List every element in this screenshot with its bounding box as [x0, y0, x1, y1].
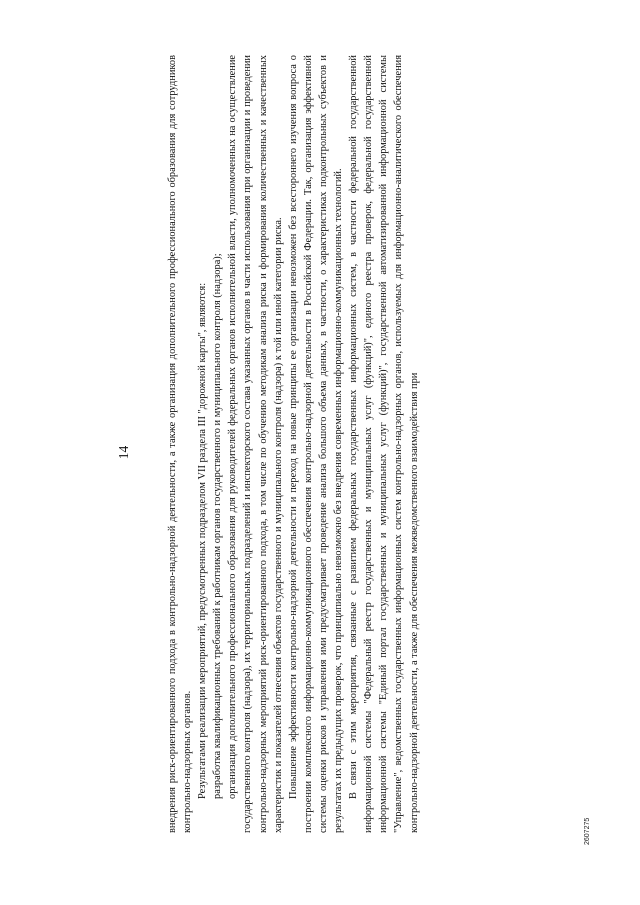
paragraph-efficiency: Повышение эффективности контрольно-надзорной деятельности и переход на новые принципы ее организации невозможен без всестороннего изучения вопроса о построении комплексного информационно-коммуникационного обеспечения контрольно-надзорной деятельности в Российской Федерации. Так, организация эффективной системы оценки рисков и управления ими предусматривает проведение анализа большого объема данных, в частности, о характеристиках подконтрольных субъектов и результатах их предыдущих проверок, что принципиально невозможно без внедрения современных информационно-коммуникационных технологий.: [287, 55, 345, 833]
document-id: 2607275: [584, 817, 591, 845]
paragraph-qualification-requirements: разработка квалификационных требований к работникам органов государственного и муниципального контроля (надзора);: [212, 253, 224, 799]
paragraph-information-systems: В связи с этим мероприятия, связанные с развитием федеральных государственных информационных систем, в частности федеральной государственной информационной системы "Федеральный реестр государственных и муниципальных услуг (функций)", единого реестра проверок, федеральной государственной информационной системы "Единый портал государственных и муниципальных услуг (функций)", государственной автоматизированной информационной системы "Управление", ведомственных государственных информационных систем контрольно-надзорных органов, используемых для информационно-аналитического обеспечения контрольно-надзорной деятельности, а также для обеспечения межведомственного взаимодействия при: [348, 55, 420, 833]
paragraph-professional-education: организация дополнительного профессионального образования для руководителей федеральных органов исполнительной власти, уполномоченных на осуществление государственного контроля (надзора), их территориальных подразделений и инспекторского состава указанных органов в части использования при организации и проведении контрольно-надзорных мероприятий риск-ориентированного подхода, в том числе по обучению методикам анализа риска и формирования количественных и качественных характеристик и показателей отнесения объектов государственного и муниципального контроля (надзора) к той или иной категории риска.: [227, 55, 284, 833]
paragraph-continuation: внедрения риск-ориентированного подхода в контрольно-надзорной деятельности, а также организация дополнительного профессионального образования для сотрудников контрольно-надзорных органов.: [167, 55, 194, 833]
paragraph-results-intro: Результатами реализации мероприятий, предусмотренных подразделом VII раздела III "дорожной карты", являются:: [197, 282, 209, 799]
page-number: 14: [116, 445, 131, 460]
body-text: [165, 55, 422, 833]
